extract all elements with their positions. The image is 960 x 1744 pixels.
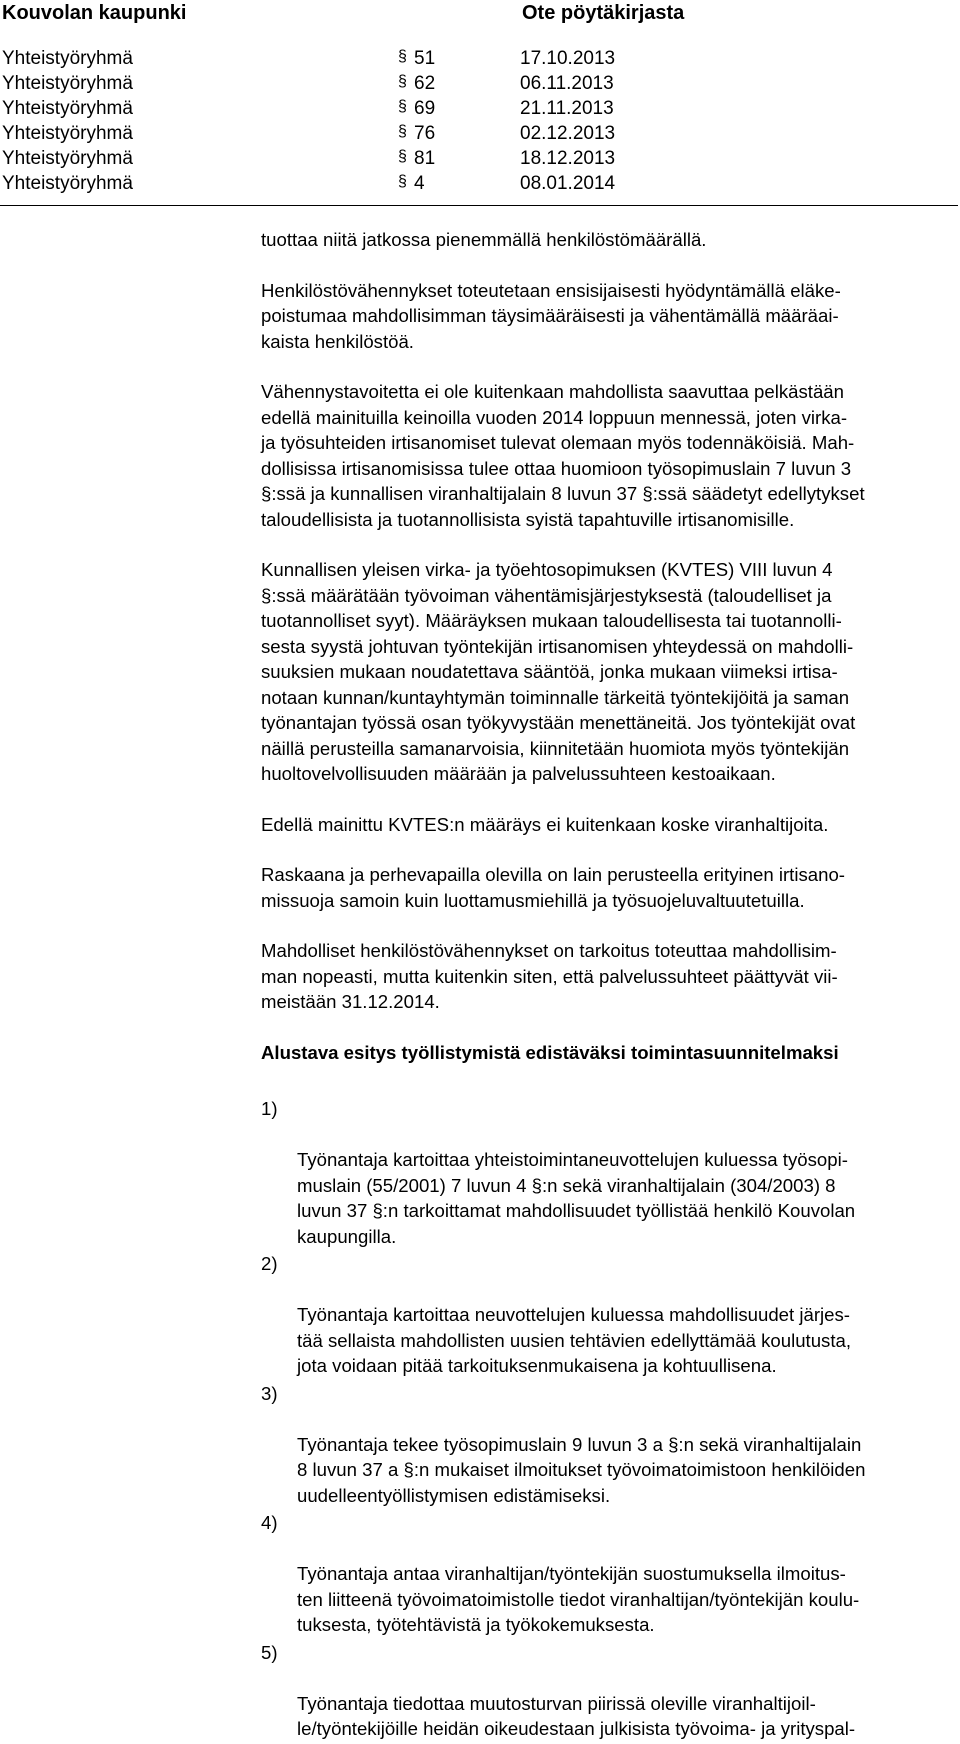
meeting-reference-table (0, 48, 960, 198)
section-heading: Alustava esitys työllistymistä edistäväksi toimintasuunnitelmaksi (261, 1041, 839, 1063)
list-item-text: Työnantaja tekee työsopimuslain 9 luvun 3 a §:n sekä viranhaltijalain 8 luvun 37 a §:n mukaiset ilmoitukset työvoimatoimistoon henkilöiden uudelleentyöllistymisen edistämiseksi. (297, 1433, 866, 1506)
meeting-body: Yhteistyöryhmä (2, 123, 133, 144)
paragraph: Henkilöstövähennykset toteutetaan ensisijaisesti hyödyntämällä eläke- poistumaa mahdollisimman täysimääräisesti ja vähentämällä määräai- kaista henkilöstöä. (261, 279, 841, 352)
meeting-section: 76 (414, 123, 436, 144)
organization-name: Kouvolan kaupunki (2, 2, 187, 24)
paragraph: Vähennystavoitetta ei ole kuitenkaan mahdollista saavuttaa pelkästään edellä mainituilla keinoilla vuoden 2014 loppuun mennessä, joten virka- ja työsuhteiden irtisanomiset tulevat olemaan myös todennäköisiä. Mah- dollisissa irtisanomisissa tulee ottaa huomioon työsopimuslain 7 luvun 3 §:ssä ja kunnallisen viranhaltijalain 8 luvun 37 §:ssä säädetyt edellytykset taloudellisista ja tuotannollisista syistä tapahtuville irtisanomisille. (261, 381, 865, 530)
meeting-section: 81 (414, 148, 436, 169)
list-item (261, 1640, 956, 1742)
list-item-number: 2) (261, 1253, 278, 1274)
meeting-body: Yhteistyöryhmä (2, 73, 133, 94)
section-symbol: § (398, 73, 407, 90)
meeting-date: 17.10.2013 (520, 48, 616, 69)
header-divider (0, 205, 958, 206)
paragraph: tuottaa niitä jatkossa pienemmällä henkilöstömäärällä. (261, 229, 707, 250)
list-item-text: Työnantaja antaa viranhaltijan/työntekijän suostumuksella ilmoitus- ten liitteenä työvoimatoimistolle tiedot viranhaltijan/työntekijän koulu- tuksesta, työtehtävistä ja työkokemuksesta. (297, 1563, 860, 1635)
meeting-section: 69 (414, 98, 436, 119)
list-item-number: 4) (261, 1512, 278, 1533)
list-item (261, 1510, 956, 1638)
meeting-section: 51 (414, 48, 436, 69)
list-item-number: 3) (261, 1382, 278, 1404)
list-item-text: Työnantaja kartoittaa neuvottelujen kuluessa mahdollisuudet järjes- tää sellaista mahdollisten uusien tehtävien edellyttämää koulutusta, jota voidaan pitää tarkoituksenmukaisena ja kohtuullisena. (297, 1304, 852, 1376)
meeting-date: 18.12.2013 (520, 148, 616, 169)
list-item-text: Työnantaja kartoittaa yhteistoimintaneuvottelujen kuluessa työsopi- muslain (55/2001) 7 luvun 4 §:n sekä viranhaltijalain (304/2003) 8 luvun 37 §:n tarkoittamat mahdollisuudet työllistää henkilö Kouvolan kaupungilla. (297, 1149, 856, 1247)
list-item-number: 1) (261, 1098, 278, 1119)
paragraph: Kunnallisen yleisen virka- ja työehtosopimuksen (KVTES) VIII luvun 4 §:ssä määrätään työvoiman vähentämisjärjestyksestä (taloudelliset ja tuotannolliset syyt). Määräyksen mukaan taloudellisesta tai tuotannolli- sesta syystä johtuvan työntekijän irtisanomisen yhteydessä on mahdolli- suuksien mukaan noudatettava sääntöä, jonka mukaan viimeksi irtisa- notaan kunnan/kuntayhtymän toiminnalle tärkeitä työntekijöitä ja saman työnantajan työssä osan työkyvystään menettäneitä. Jos työntekijät ovat näillä perusteilla samanarvoisia, kiinnitetään huomiota myös työntekijän huoltovelvollisuuden määrään ja palvelussuhteen kestoaikaan. (261, 559, 856, 784)
document-header (0, 0, 960, 30)
section-symbol: § (398, 123, 407, 140)
meeting-date: 02.12.2013 (520, 123, 616, 144)
list-item-number: 5) (261, 1641, 278, 1663)
list-item (261, 1381, 956, 1509)
meeting-date: 06.11.2013 (520, 73, 614, 94)
paragraph: Mahdolliset henkilöstövähennykset on tarkoitus toteuttaa mahdollisim- man nopeasti, mutta kuitenkin siten, että palvelussuhteet päättyvät vii- meistään 31.12.2014. (261, 940, 838, 1012)
meeting-date: 21.11.2013 (520, 98, 614, 119)
meeting-section: 4 (414, 173, 425, 194)
meeting-date: 08.01.2014 (520, 173, 616, 194)
meeting-row (0, 173, 960, 198)
document-body (261, 227, 956, 1744)
meeting-body: Yhteistyöryhmä (2, 148, 133, 169)
meeting-body: Yhteistyöryhmä (2, 48, 133, 69)
document-type: Ote pöytäkirjasta (522, 2, 685, 24)
meeting-row (0, 98, 960, 123)
list-item-text: Työnantaja tiedottaa muutosturvan piirissä oleville viranhaltijoil- le/työntekijöille heidän oikeudestaan julkisista työvoima- ja yrityspal- (297, 1692, 856, 1739)
list-item (261, 1251, 956, 1379)
paragraph: Raskaana ja perhevapailla olevilla on lain perusteella erityinen irtisano- missuoja samoin kuin luottamusmiehillä ja työsuojeluvaltuutetuilla. (261, 864, 845, 911)
meeting-row (0, 48, 960, 73)
meeting-body: Yhteistyöryhmä (2, 173, 133, 194)
section-symbol: § (398, 148, 407, 165)
meeting-section: 62 (414, 73, 436, 94)
meeting-body: Yhteistyöryhmä (2, 98, 133, 119)
list-item (261, 1096, 956, 1249)
section-symbol: § (398, 98, 407, 115)
action-plan-list (261, 1096, 956, 1742)
section-symbol: § (398, 173, 407, 190)
meeting-row (0, 148, 960, 173)
meeting-row (0, 73, 960, 98)
meeting-row (0, 123, 960, 148)
section-symbol: § (398, 48, 407, 65)
paragraph: Edellä mainittu KVTES:n määräys ei kuitenkaan koske viranhaltijoita. (261, 813, 829, 835)
